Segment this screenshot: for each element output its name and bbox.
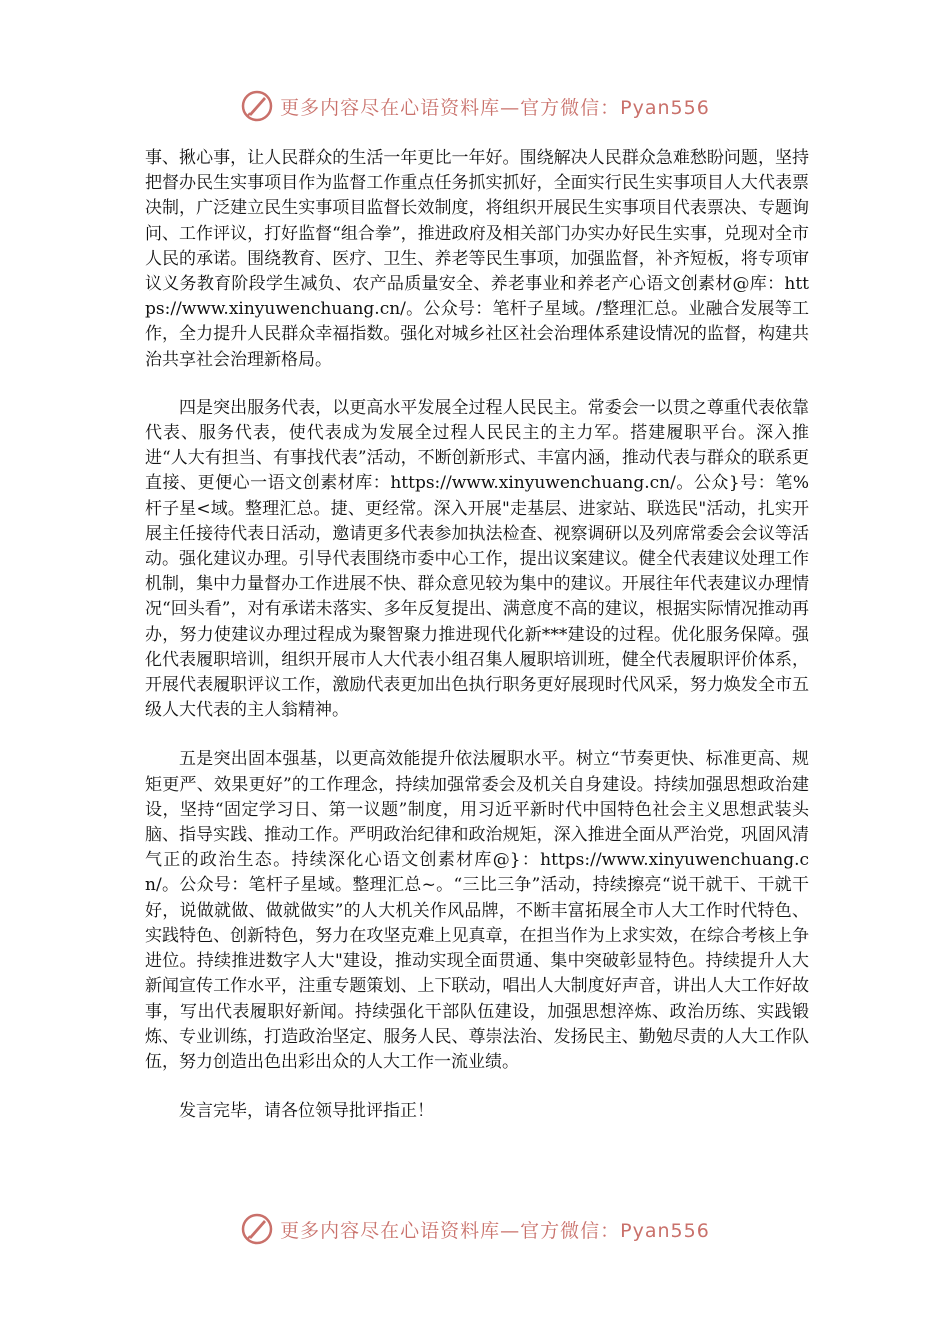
paragraph-section-four: 四是突出服务代表，以更高水平发展全过程人民民主。常委会一以贯之尊重代表依靠代表、服务代表，使代表成为发展全过程人民民主的主力军。搭建履职平台。深入推进“人大有担当、有事找代表”活动，不断创新形式、丰富内涵，推动代表与群众的联系更直接、更便心一语文创素材库：https://www.xinyuwenchuang.cn/。公众}号：笔%杆子星<域。整理汇总。捷、更经常。深入开展"走基层、进家站、联选民"活动，扎实开展主任接待代表日活动，邀请更多代表参加执法检查、视察调研以及列席常委会会议等活动。强化建议办理。引导代表围绕市委中心工作，提出议案建议。健全代表建议处理工作机制，集中力量督办工作进展不快、群众意见较为集中的建议。开展往年代表建议办理情况“回头看”，对有承诺未落实、多年反复提出、满意度不高的建议，根据实际情况推动再办，努力使建议办理过程成为聚智聚力推进现代化新***建设的过程。优化服务保障。强化代表履职培训，组织开展市人大代表小组召集人履职培训班，健全代表履职评价体系，开展代表履职评议工作，激励代表更加出色执行职务更好展现时代风采，努力焕发全市五级人大代表的主人翁精神。 [145, 397, 809, 721]
quill-logo-icon [240, 89, 274, 123]
header-banner-text: 更多内容尽在心语资料库—官方微信：Pyan556 [280, 96, 710, 119]
footer-wechat-handle: Pyan556 [620, 1219, 710, 1242]
paragraph-continued: 事、揪心事，让人民群众的生活一年更比一年好。围绕解决人民群众急难愁盼问题，坚持把督办民生实事项目作为监督工作重点任务抓实抓好，全面实行民生实事项目人大代表票决制，广泛建立民生实事项目监督长效制度，将组织开展民生实事项目代表票决、专题询问、工作评议，打好监督“组合拳”，推进政府及相关部门办实办好民生实事，兑现对全市人民的承诺。围绕教育、医疗、卫生、养老等民生事项，加强监督，补齐短板，将专项审议义务教育阶段学生减负、农产品质量安全、养老事业和养老产心语文创素材@库：https://www.xinyuwenchuang.cn/。公众号：笔杆子星域。/整理汇总。业融合发展等工作，全力提升人民群众幸福指数。强化对城乡社区社会治理体系建设情况的监督，构建共治共享社会治理新格局。 [145, 148, 809, 370]
header-wechat-handle: Pyan556 [620, 96, 710, 119]
footer-banner-text: 更多内容尽在心语资料库—官方微信：Pyan556 [280, 1219, 710, 1242]
quill-logo-icon [240, 1212, 274, 1246]
footer-banner [0, 1209, 950, 1249]
document-body [145, 146, 809, 1124]
header-banner [0, 86, 950, 126]
paragraph-closing: 发言完毕，请各位领导批评指正！ [179, 1101, 434, 1122]
paragraph-section-five: 五是突出固本强基，以更高效能提升依法履职水平。树立“节奏更快、标准更高、规矩更严、效果更好”的工作理念，持续加强常委会及机关自身建设。持续加强思想政治建设，坚持“固定学习日、第一议题”制度，用习近平新时代中国特色社会主义思想武装头脑、指导实践、推动工作。严明政治纪律和政治规矩，深入推进全面从严治党，巩固风清气正的政治生态。持续深化心语文创素材库@}：https://www.xinyuwenchuang.cn/。公众号：笔杆子星域。整理汇总~。“三比三争”活动，持续擦亮“说干就干、干就干好，说做就做、做就做实”的人大机关作风品牌，不断丰富拓展全市人大工作时代特色、实践特色、创新特色，努力在攻坚克难上见真章，在担当作为上求实效，在综合考核上争进位。持续推进数字人大"建设，推动实现全面贯通、集中突破彰显特色。持续提升人大新闻宣传工作水平，注重专题策划、上下联动，唱出人大制度好声音，讲出人大工作好故事，写出代表履职好新闻。持续强化干部队伍建设，加强思想淬炼、政治历练、实践锻炼、专业训练，打造政治坚定、服务人民、尊崇法治、发扬民主、勤勉尽责的人大工作队伍，努力创造出色出彩出众的人大工作一流业绩。 [145, 749, 809, 1072]
